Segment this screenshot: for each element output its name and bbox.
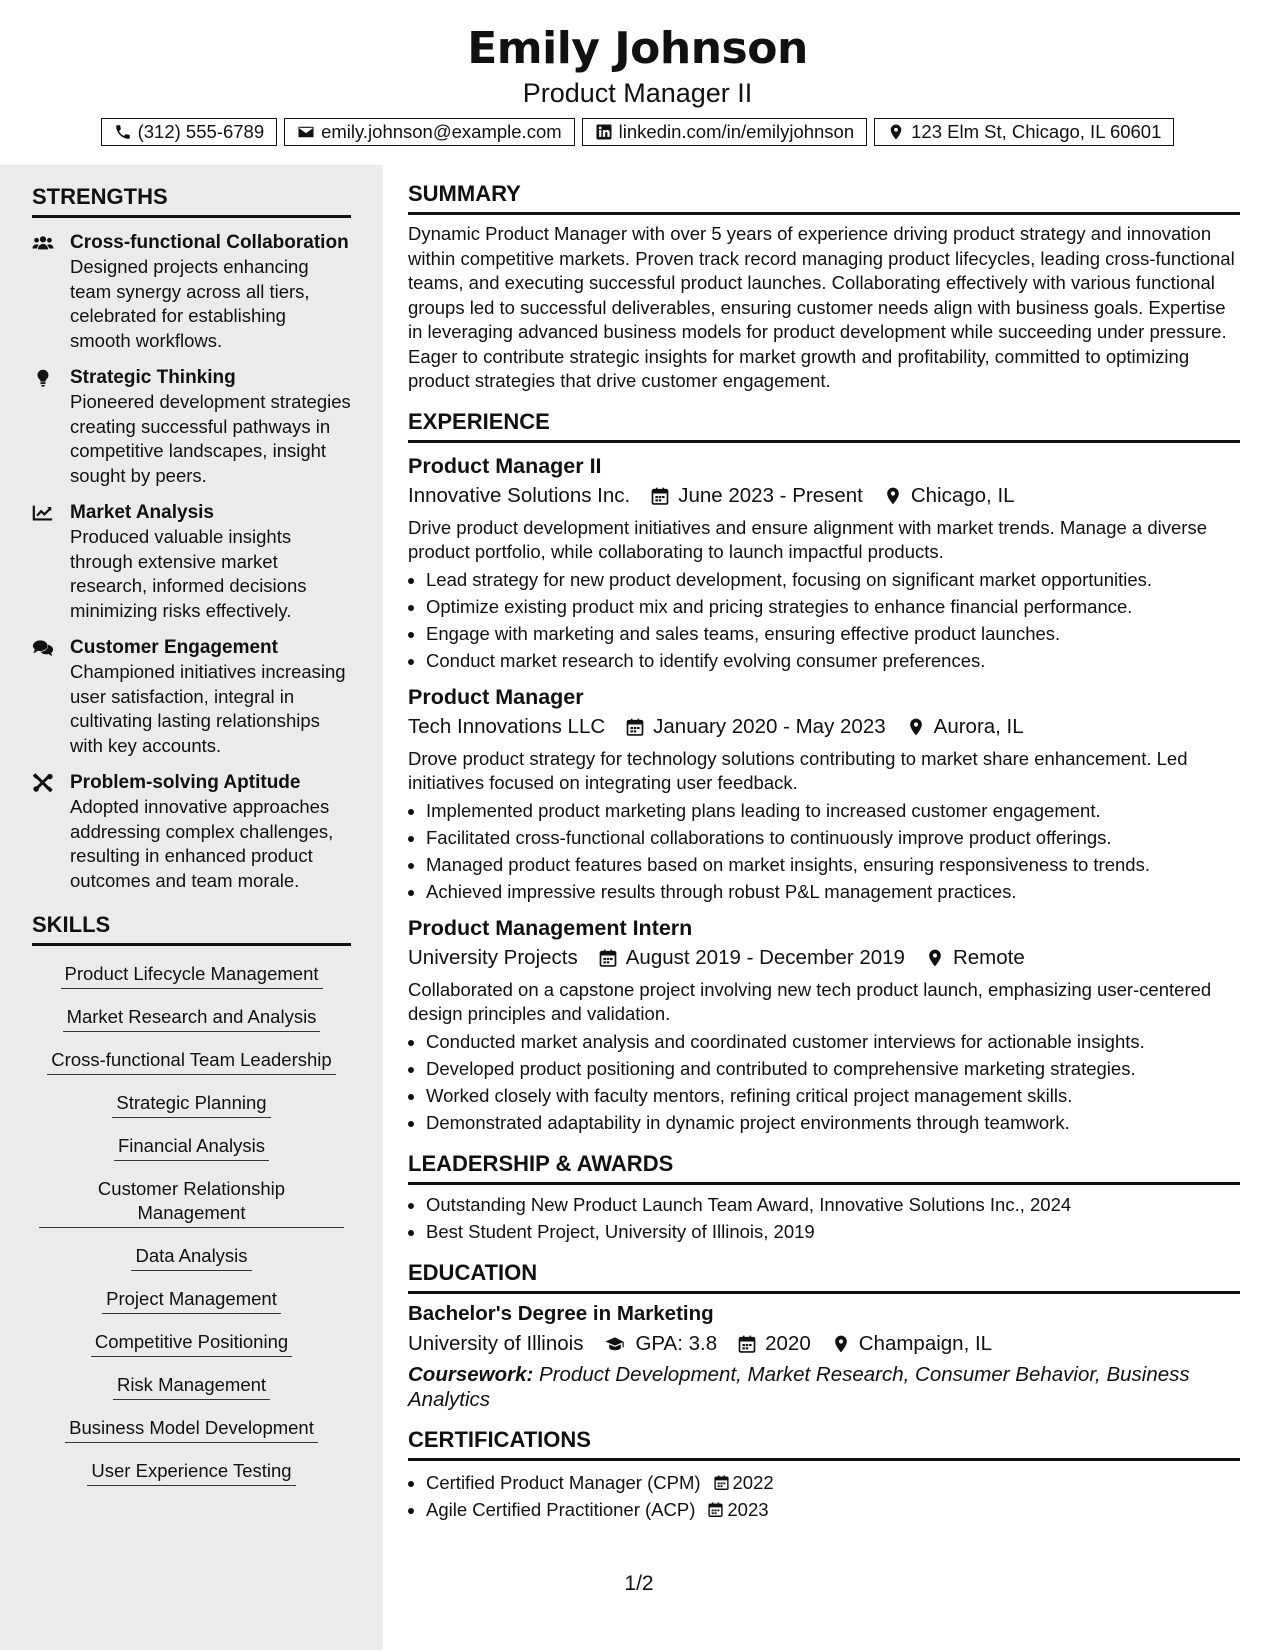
skill-item: Cross-functional Team Leadership xyxy=(47,1048,335,1075)
map-pin-icon xyxy=(887,123,905,141)
tools-icon xyxy=(32,773,54,793)
job-company: Innovative Solutions Inc. xyxy=(408,483,631,507)
job-meta xyxy=(408,481,1240,511)
candidate-title: Product Manager II xyxy=(522,78,753,108)
address-text: 123 Elm St, Chicago, IL 60601 xyxy=(911,121,1162,142)
job-bullet: • Conduct market research to identify evolving consumer preferences. xyxy=(426,647,1240,674)
skills-heading: SKILLS xyxy=(32,911,351,946)
strengths-heading: STRENGTHS xyxy=(32,183,351,218)
job-meta xyxy=(408,712,1240,742)
resume-header xyxy=(0,0,1275,146)
contact-email[interactable] xyxy=(284,118,575,146)
school-name: University of Illinois xyxy=(408,1331,584,1355)
contact-address xyxy=(874,118,1174,146)
calendar-icon xyxy=(737,1334,757,1354)
job-bullet: • Achieved impressive results through robust P&L management practices. xyxy=(426,878,1240,905)
skill-item: Product Lifecycle Management xyxy=(61,962,323,989)
email-text: emily.johnson@example.com xyxy=(321,121,562,142)
skill-item: Strategic Planning xyxy=(112,1091,270,1118)
lightbulb-icon xyxy=(32,368,54,388)
graduation-cap-icon xyxy=(603,1334,627,1354)
job-description: Drive product development initiatives and ensure alignment with market trends. Manage a diverse product portfolio, while collaborating to launch impactful products. xyxy=(408,516,1207,562)
calendar-icon xyxy=(707,1501,724,1518)
strength-desc: Designed projects enhancing team synergy across all tiers, celebrated for establishing smooth workflows. xyxy=(70,256,310,351)
award-item: • Best Student Project, University of Illinois, 2019 xyxy=(426,1218,1240,1245)
skill-item: Financial Analysis xyxy=(114,1134,269,1161)
certification-year: 2022 xyxy=(732,1471,774,1493)
certifications-heading: CERTIFICATIONS xyxy=(408,1426,1240,1461)
strength-title: Customer Engagement xyxy=(70,637,278,658)
strength-item xyxy=(32,501,351,623)
job-company: University Projects xyxy=(408,945,578,969)
certification-item xyxy=(426,1469,1240,1496)
strength-item xyxy=(32,231,351,353)
job-dates: June 2023 - Present xyxy=(678,483,863,507)
skill-item: Competitive Positioning xyxy=(91,1330,292,1357)
awards-section xyxy=(408,1150,1240,1245)
job-location: Remote xyxy=(952,945,1025,969)
main-content xyxy=(408,180,1240,1537)
skill-item: Data Analysis xyxy=(131,1244,251,1271)
skills-list xyxy=(32,962,351,1502)
award-item: • Outstanding New Product Launch Team Award, Innovative Solutions Inc., 2024 xyxy=(426,1191,1240,1218)
experience-heading: EXPERIENCE xyxy=(408,408,1240,443)
job-meta xyxy=(408,943,1240,973)
education-section xyxy=(408,1259,1240,1412)
certifications-list xyxy=(408,1469,1240,1523)
job-dates: August 2019 - December 2019 xyxy=(625,945,905,969)
map-pin-icon xyxy=(831,1334,851,1354)
job-bullet: • Managed product features based on market insights, ensuring responsiveness to trends. xyxy=(426,851,1240,878)
contact-phone xyxy=(101,118,278,146)
contact-bar xyxy=(0,118,1275,146)
certification-name: • Certified Product Manager (CPM) xyxy=(426,1471,701,1493)
phone-icon xyxy=(114,123,132,141)
graduation-year: 2020 xyxy=(765,1331,811,1355)
job-bullet: • Facilitated cross-functional collaborations to continuously improve product offerings. xyxy=(426,824,1240,851)
job-bullet: • Worked closely with faculty mentors, refining critical project management skills. xyxy=(426,1082,1240,1109)
strength-desc: Produced valuable insights through extensive market research, informed decisions minimizing risks effectively. xyxy=(70,526,307,621)
strength-item xyxy=(32,636,351,758)
linkedin-icon xyxy=(595,123,613,141)
job-title: Product Management Intern xyxy=(408,915,693,940)
strength-item xyxy=(32,366,351,488)
job-entry xyxy=(408,451,1240,674)
calendar-icon xyxy=(650,486,670,506)
certification-year: 2023 xyxy=(727,1498,769,1520)
job-description: Drove product strategy for technology solutions contributing to market share enhancement. Led initiatives focused on integrating user feedback. xyxy=(408,747,1188,793)
job-title: Product Manager xyxy=(408,684,584,709)
map-pin-icon xyxy=(925,948,945,968)
job-company: Tech Innovations LLC xyxy=(408,714,606,738)
strength-title: Market Analysis xyxy=(70,502,214,523)
coursework-text: Product Development, Market Research, Consumer Behavior, Business Analytics xyxy=(408,1362,1190,1411)
envelope-icon xyxy=(297,123,315,141)
job-entry xyxy=(408,682,1240,905)
chart-line-icon xyxy=(32,503,54,523)
job-dates: January 2020 - May 2023 xyxy=(653,714,886,738)
job-bullets xyxy=(408,1028,1240,1136)
calendar-icon xyxy=(713,1474,730,1491)
job-location: Chicago, IL xyxy=(910,483,1015,507)
calendar-icon xyxy=(598,948,618,968)
skill-item: Customer Relationship Management xyxy=(39,1177,344,1228)
map-pin-icon xyxy=(883,486,903,506)
skill-item: Project Management xyxy=(102,1287,281,1314)
school-location: Champaign, IL xyxy=(858,1331,993,1355)
job-description: Collaborated on a capstone project involving new tech product launch, emphasizing user-centered design principles and validation. xyxy=(408,978,1212,1024)
degree-title: Bachelor's Degree in Marketing xyxy=(408,1301,714,1325)
map-pin-icon xyxy=(906,717,926,737)
job-bullets xyxy=(408,797,1240,905)
skill-item: Market Research and Analysis xyxy=(63,1005,321,1032)
candidate-name: Emily Johnson xyxy=(467,23,808,74)
skill-item: User Experience Testing xyxy=(87,1459,295,1486)
strength-title: Problem-solving Aptitude xyxy=(70,772,301,793)
job-bullet: • Lead strategy for new product development, focusing on significant market opportunities. xyxy=(426,566,1240,593)
job-bullet: • Engage with marketing and sales teams, ensuring effective product launches. xyxy=(426,620,1240,647)
skill-item: Risk Management xyxy=(113,1373,270,1400)
job-entry xyxy=(408,913,1240,1136)
job-location: Aurora, IL xyxy=(933,714,1024,738)
education-meta xyxy=(408,1329,1240,1359)
comments-icon xyxy=(32,638,54,658)
job-title: Product Manager II xyxy=(408,453,602,478)
summary-text: Dynamic Product Manager with over 5 years of experience driving product strategy and innovation within competitive markets. Proven track record managing product lifecycles, leading cross-functional teams, and executing successful product launches. Collaborating effectively with various functional groups led to successful deliverables, ensuring customer needs align with business goals. Expertise in leveraging advanced business models for product development while succeeding under pressure. Eager to contribute strategic insights for market growth and profitability, committed to optimizing product strategies that drive customer engagement. xyxy=(408,223,1235,391)
job-bullet: • Conducted market analysis and coordinated customer interviews for actionable insights. xyxy=(426,1028,1240,1055)
coursework xyxy=(408,1362,1240,1412)
linkedin-text: linkedin.com/in/emilyjohnson xyxy=(618,121,855,142)
job-bullet: • Developed product positioning and contributed to comprehensive marketing strategies. xyxy=(426,1055,1240,1082)
strength-item xyxy=(32,771,351,893)
certification-item xyxy=(426,1496,1240,1523)
awards-list xyxy=(408,1191,1240,1245)
summary-section xyxy=(408,180,1240,394)
awards-heading: LEADERSHIP & AWARDS xyxy=(408,1150,1240,1185)
certifications-section xyxy=(408,1426,1240,1523)
education-heading: EDUCATION xyxy=(408,1259,1240,1294)
strength-desc: Pioneered development strategies creating successful pathways in competitive landscapes, insight sought by peers. xyxy=(70,391,351,486)
gpa-text: GPA: 3.8 xyxy=(635,1331,718,1355)
skill-item: Business Model Development xyxy=(65,1416,318,1443)
summary-heading: SUMMARY xyxy=(408,180,1240,215)
job-bullet: • Implemented product marketing plans leading to increased customer engagement. xyxy=(426,797,1240,824)
job-bullet: • Demonstrated adaptability in dynamic project environments through teamwork. xyxy=(426,1109,1240,1136)
certification-name: • Agile Certified Practitioner (ACP) xyxy=(426,1498,696,1520)
page-number: 1/2 xyxy=(624,1572,654,1595)
strength-title: Strategic Thinking xyxy=(70,367,236,388)
strength-desc: Championed initiatives increasing user satisfaction, integral in cultivating lasting relationships with key accounts. xyxy=(70,661,346,756)
job-bullet: • Optimize existing product mix and pricing strategies to enhance financial performance. xyxy=(426,593,1240,620)
sidebar xyxy=(0,165,383,1650)
coursework-label: Coursework: xyxy=(408,1362,534,1386)
users-icon xyxy=(32,233,54,253)
experience-section xyxy=(408,408,1240,1136)
calendar-icon xyxy=(625,717,645,737)
contact-linkedin[interactable] xyxy=(582,118,867,146)
strength-desc: Adopted innovative approaches addressing complex challenges, resulting in enhanced product outcomes and team morale. xyxy=(70,796,334,891)
phone-text: (312) 555-6789 xyxy=(137,121,265,142)
job-bullets xyxy=(408,566,1240,674)
strength-title: Cross-functional Collaboration xyxy=(70,232,349,253)
